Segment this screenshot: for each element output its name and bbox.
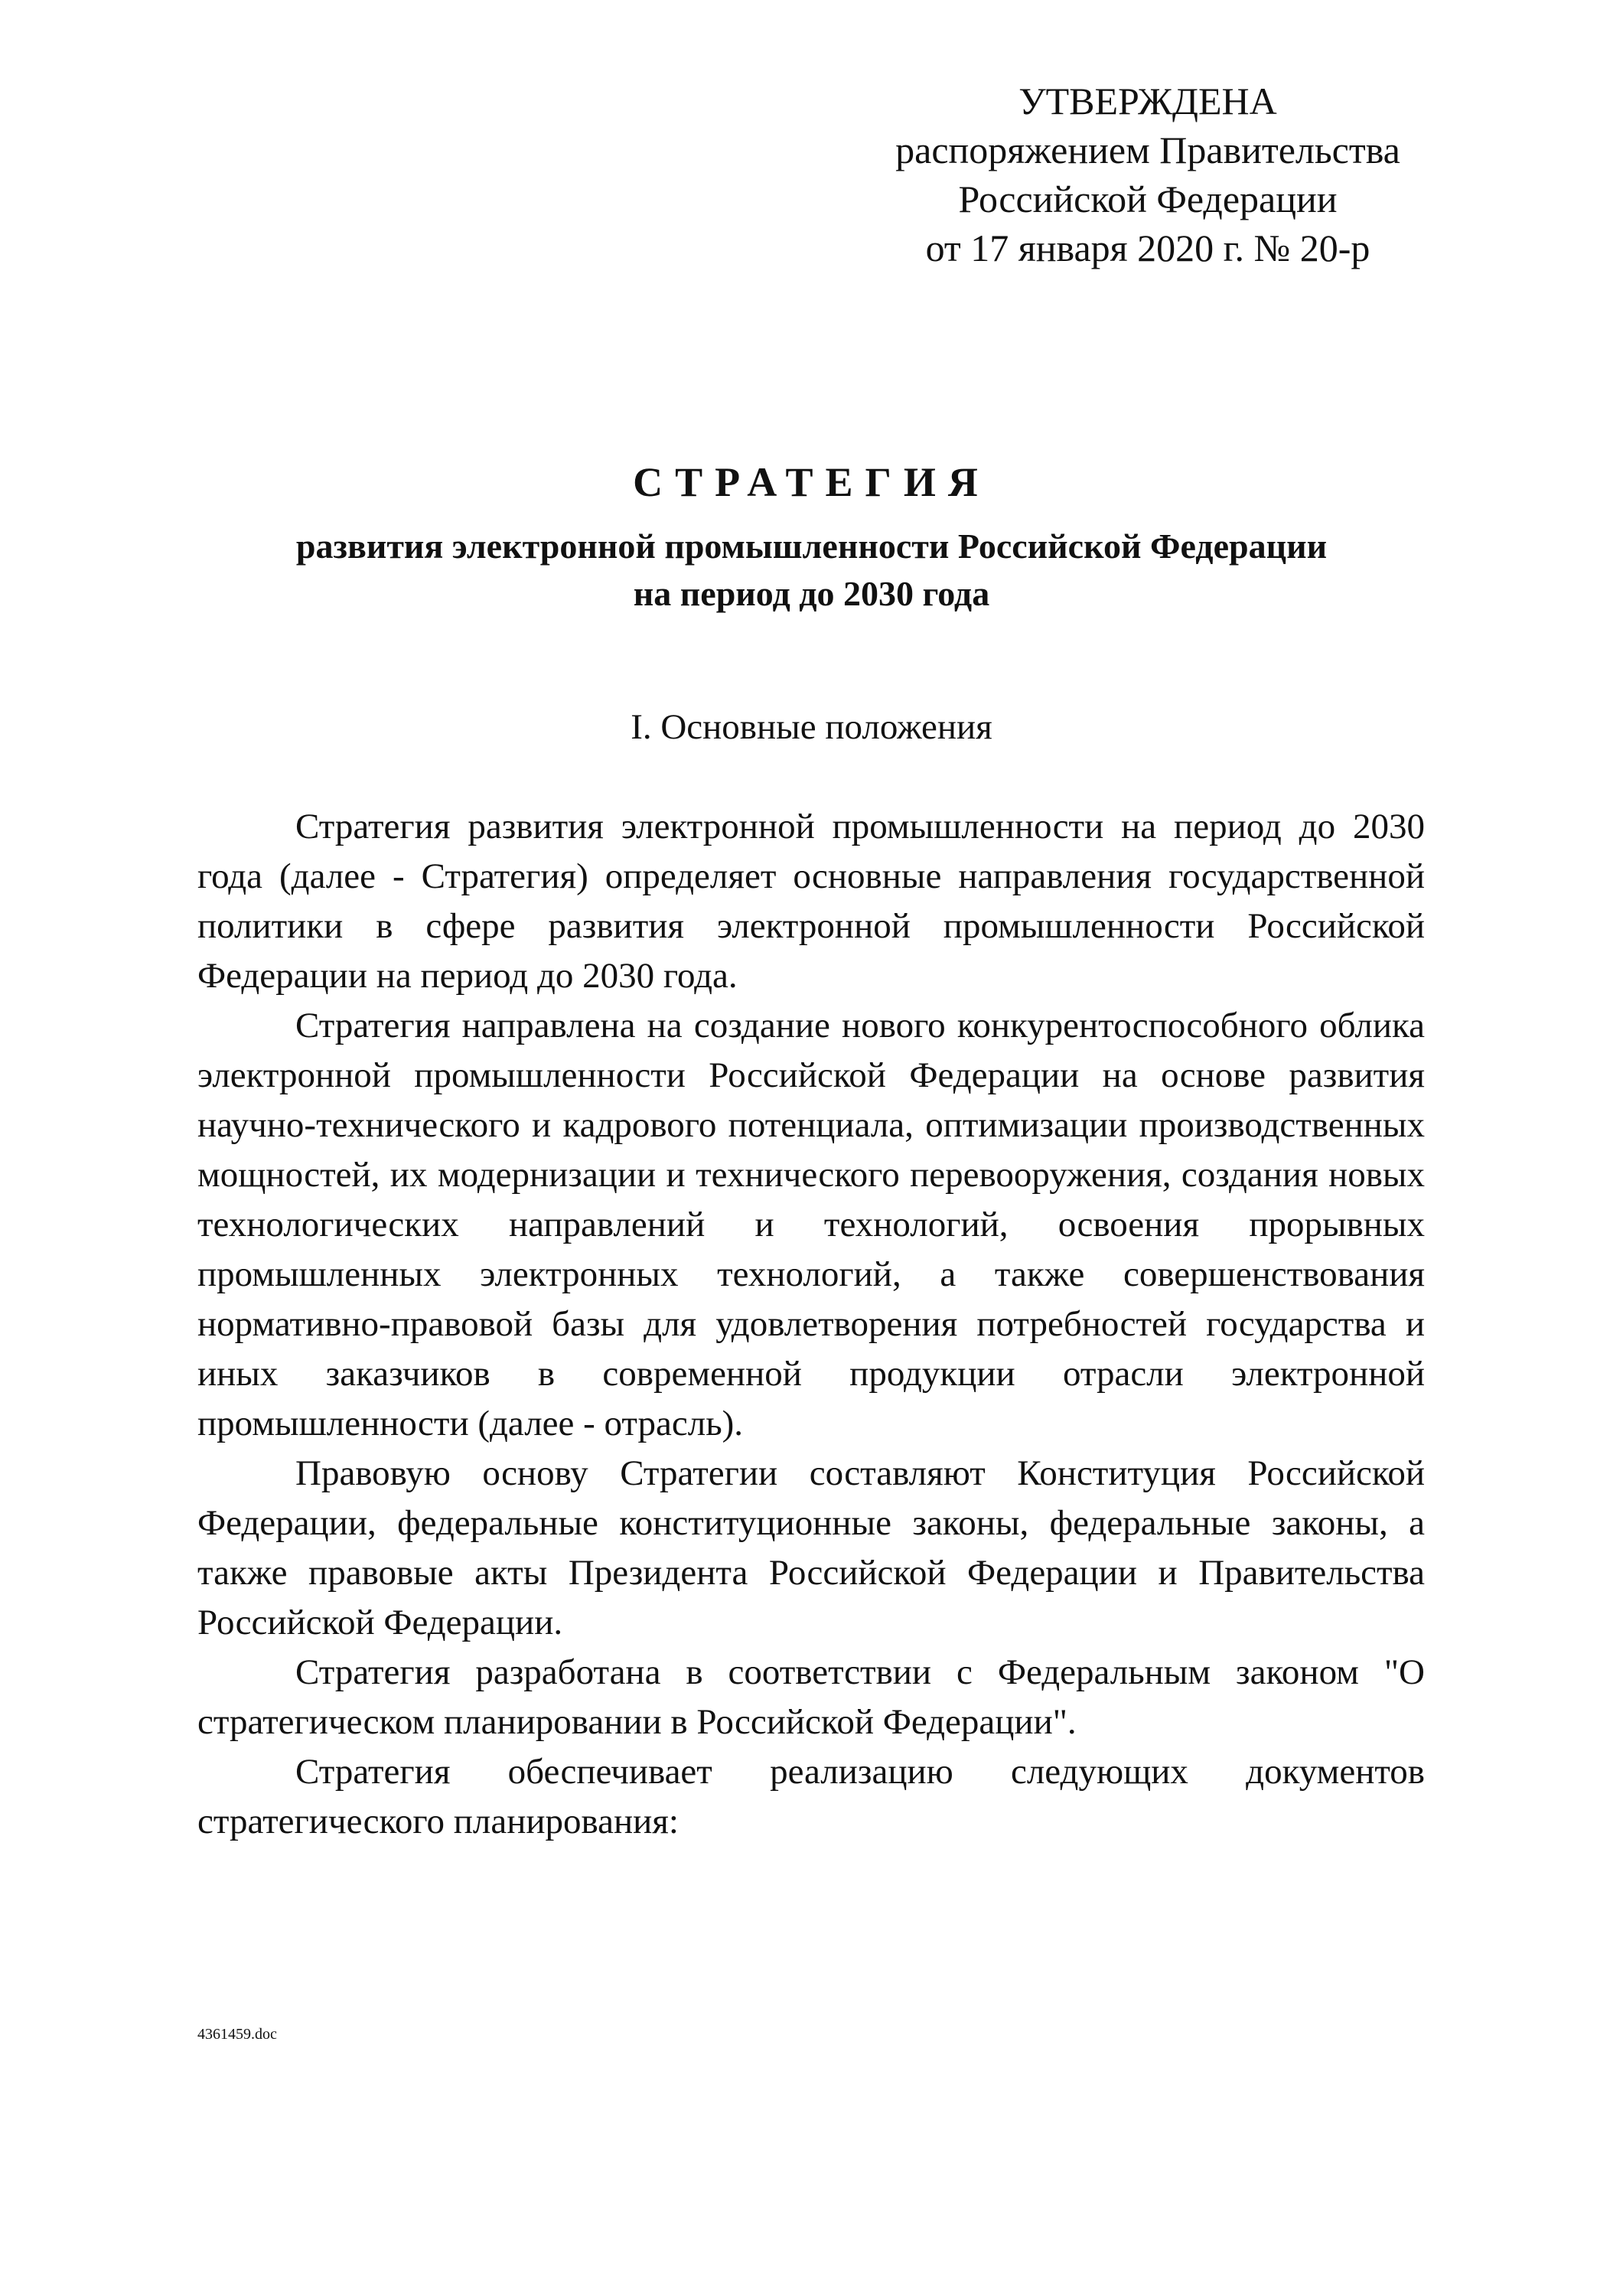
- subtitle-line-1: развития электронной промышленности Российской Федерации: [295, 527, 1328, 566]
- paragraph: Стратегия направлена на создание нового конкурентоспособного облика электронной промышленности Российской Федерации на основе развития научно-технического и кадрового потенциала, оптимизации производственных мощностей, их модернизации и технического перевооружения, создания новых технологических направлений и технологий, освоения прорывных промышленных электронных технологий, а также совершенствования нормативно-правовой базы для удовлетворения потребностей государства и иных заказчиков в современной продукции отрасли электронной промышленности (далее - отрасль).: [197, 1006, 1425, 1443]
- paragraph: Стратегия развития электронной промышленности на период до 2030 года (далее - Стратегия) определяет основные направления государственной политики в сфере развития электронной промышленности Российской Федерации на период до 2030 года.: [197, 807, 1425, 996]
- approval-date-number: от 17 января 2020 г. № 20-р: [925, 227, 1370, 269]
- paragraph: Правовую основу Стратегии составляют Конституция Российской Федерации, федеральные конституционные законы, федеральные законы, а также правовые акты Президента Российской Федерации и Правительства Российской Федерации.: [197, 1453, 1425, 1642]
- approval-country: Российской Федерации: [958, 178, 1338, 220]
- file-code: 4361459.doc: [197, 2026, 277, 2043]
- approval-authority: распоряжением Правительства: [895, 129, 1400, 171]
- document-title: СТРАТЕГИЯ: [633, 459, 990, 505]
- paragraph: Стратегия обеспечивает реализацию следующих документов стратегического планирования:: [197, 1752, 1425, 1841]
- approval-stamp: [857, 77, 1439, 272]
- approval-title: УТВЕРЖДЕНА: [1018, 80, 1277, 122]
- document-body: [197, 802, 1425, 1847]
- subtitle-line-2: на период до 2030 года: [633, 574, 990, 613]
- section-heading: I. Основные положения: [631, 707, 992, 747]
- paragraph: Стратегия разработана в соответствии с Федеральным законом "О стратегическом планировании в Российской Федерации".: [197, 1652, 1425, 1742]
- document-subtitle: [0, 523, 1623, 618]
